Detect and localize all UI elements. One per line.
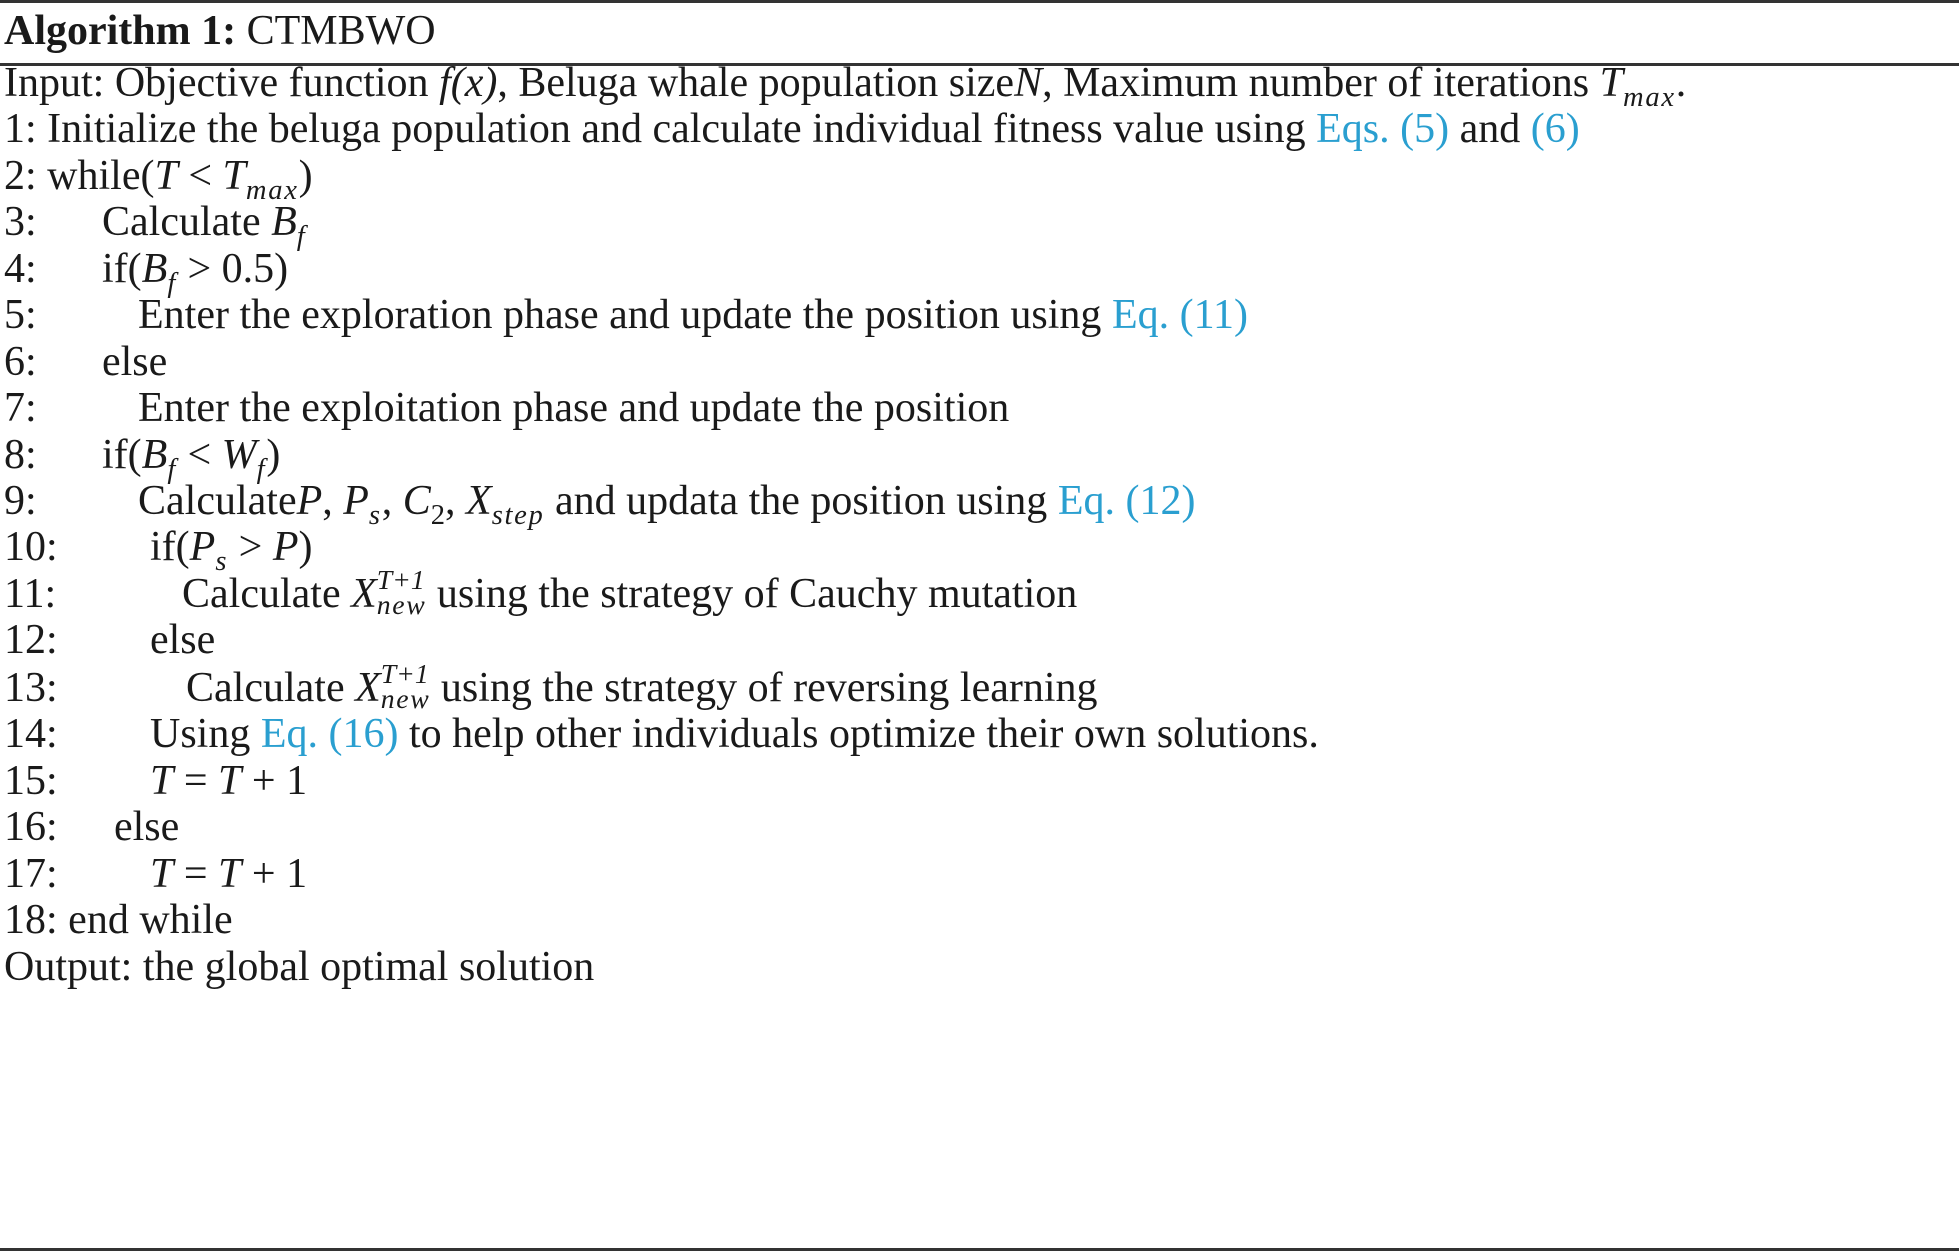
line-number: 15:	[4, 758, 58, 804]
step-text: else	[114, 804, 180, 850]
line-number: 10:	[4, 524, 58, 570]
line-number: 4:	[4, 246, 37, 292]
step-text: )	[266, 432, 281, 478]
step-text: Calculate	[186, 665, 356, 711]
step-subscript: step	[491, 499, 545, 531]
p-symbol: P	[296, 478, 323, 524]
operator: =	[173, 851, 219, 897]
b-symbol: B	[141, 246, 168, 292]
line-number: 5:	[4, 292, 37, 338]
p-symbol: P	[189, 524, 216, 570]
step-text: Calculate	[182, 571, 352, 617]
step-text: end while	[57, 897, 233, 943]
output-text: Output: the global optimal solution	[4, 944, 595, 990]
step-text: and	[1449, 106, 1531, 152]
step-text: Calculate	[138, 478, 297, 524]
x-symbol: X	[466, 478, 492, 524]
line-number: 7:	[4, 385, 37, 431]
input-text: .	[1675, 60, 1687, 106]
line-number: 18:	[4, 897, 58, 943]
separator: ,	[445, 478, 467, 524]
f-subscript: f	[256, 453, 267, 485]
b-symbol: B	[271, 199, 297, 245]
step-text: if(	[102, 432, 142, 478]
c-symbol: C	[402, 478, 431, 524]
input-text: , Beluga whale population size	[497, 60, 1015, 106]
equation-link-5[interactable]: Eqs. (5)	[1316, 106, 1450, 152]
p-symbol: P	[343, 478, 369, 524]
output-line	[4, 938, 594, 996]
x-symbol: X	[351, 571, 377, 617]
step-text: and updata the position using	[544, 478, 1058, 524]
equation-link-16[interactable]: Eq. (16)	[260, 711, 399, 757]
t-plus-one-superscript: T+1	[380, 657, 429, 689]
step-text: Enter the exploitation phase and update the position	[138, 385, 1010, 431]
step-text: Using	[150, 711, 261, 757]
line-number: 12:	[4, 617, 58, 663]
t-plus-one-superscript: T+1	[376, 563, 425, 595]
input-text: , Maximum number of iterations	[1042, 60, 1600, 106]
separator: ,	[381, 478, 403, 524]
line-number: 3:	[4, 199, 37, 245]
step-text: > 0.5)	[176, 246, 289, 292]
f-subscript: f	[167, 267, 177, 299]
step-text: Enter the exploration phase and update the position using	[138, 292, 1112, 338]
step-text: to help other individuals optimize their own solutions.	[398, 711, 1319, 757]
f-subscript: f	[167, 453, 177, 485]
f-subscript: f	[296, 220, 307, 252]
t-symbol: T	[1599, 60, 1624, 106]
t-symbol: T	[218, 758, 242, 804]
algorithm-label: Algorithm 1:	[4, 8, 237, 54]
line-number: 13:	[4, 665, 58, 711]
b-symbol: B	[141, 432, 168, 478]
step-text: while(	[36, 153, 155, 199]
step-text: Calculate	[102, 199, 272, 245]
step-text: else	[102, 339, 168, 385]
line-number: 9:	[4, 478, 37, 524]
line-number: 11:	[4, 571, 57, 617]
superscript-subscript	[376, 563, 427, 620]
step-text: Initialize the beluga population and calculate individual fitness value using	[36, 106, 1317, 152]
t-symbol: T	[150, 758, 174, 804]
step-text: )	[298, 153, 313, 199]
operator: <	[177, 153, 223, 199]
equation-link-6[interactable]: (6)	[1530, 106, 1580, 152]
p-symbol: P	[272, 524, 299, 570]
objective-function: f(x)	[439, 60, 498, 106]
operator: <	[176, 432, 222, 478]
s-subscript: s	[368, 499, 382, 531]
step-text: else	[150, 617, 216, 663]
line-number: 14:	[4, 711, 58, 757]
step-5	[4, 286, 1248, 344]
x-symbol: X	[355, 665, 381, 711]
equation-link-12[interactable]: Eq. (12)	[1057, 478, 1196, 524]
line-number: 1:	[4, 106, 37, 152]
line-number: 17:	[4, 851, 58, 897]
line-number: 2:	[4, 153, 37, 199]
step-text: + 1	[241, 758, 308, 804]
t-symbol: T	[150, 851, 174, 897]
step-text: if(	[150, 524, 190, 570]
equation-link-11[interactable]: Eq. (11)	[1111, 292, 1249, 338]
step-text: using the strategy of reversing learning	[430, 665, 1098, 711]
t-symbol: T	[154, 153, 178, 199]
separator: ,	[322, 478, 344, 524]
w-symbol: W	[221, 432, 257, 478]
bottom-rule	[0, 1248, 1959, 1251]
step-text: + 1	[241, 851, 308, 897]
step-text: )	[298, 524, 313, 570]
s-subscript: s	[215, 545, 229, 577]
t-symbol: T	[222, 153, 246, 199]
step-text: if(	[102, 246, 142, 292]
t-symbol: T	[218, 851, 242, 897]
new-subscript: new	[376, 588, 427, 620]
algorithm-name: CTMBWO	[246, 8, 436, 54]
line-number: 16:	[4, 804, 58, 850]
max-subscript: max	[1623, 81, 1676, 113]
operator: >	[228, 524, 273, 570]
input-text: Input: Objective function	[4, 60, 440, 106]
step-text: using the strategy of Cauchy mutation	[426, 571, 1078, 617]
max-subscript: max	[245, 174, 299, 206]
population-size-symbol: N	[1014, 60, 1043, 106]
line-number: 8:	[4, 432, 37, 478]
algorithm-title	[4, 2, 436, 60]
operator: =	[173, 758, 219, 804]
line-number: 6:	[4, 339, 37, 385]
new-subscript: new	[380, 682, 431, 714]
two-subscript: 2	[430, 499, 446, 531]
